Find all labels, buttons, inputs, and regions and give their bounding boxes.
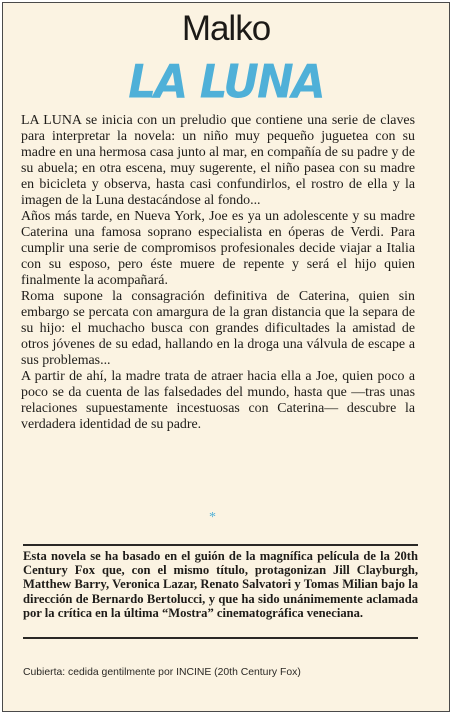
asterisk-separator: * <box>209 510 216 525</box>
bottom-rule <box>23 637 418 639</box>
author-name: Malko <box>181 9 271 48</box>
film-note: Esta novela se ha basado en el guión de la magnífica película de la 20th Century Fox que, con el mismo título, protagonizan Jill Clayburgh, Matthew Barry, Veronica Lazar, Renato Salvatori y Tomas Milian bajo la dirección de Bernardo Bertolucci, y que ha sido unánimemente aclamada por la crítica en la última “Mostra” cinematográfica veneciana. <box>23 549 418 620</box>
synopsis-paragraph-1: LA LUNA se inicia con un preludio que contiene una serie de claves para interpretar la novela: un niño muy pequeño juguetea con su madre en una hermosa casa junto al mar, en compañía de su padre y de su abuela; en otra escena, muy sugerente, el niño pasea con su madre en bicicleta y observa, hasta casi confundirlos, el rostro de ella y la imagen de la Luna destacándose al fondo... <box>21 113 416 208</box>
synopsis-paragraph-2: Años más tarde, en Nueva York, Joe es ya un adolescente y su madre Caterina una famosa soprano especialista en óperas de Verdi. Para cumplir una serie de compromisos profesionales decide viajar a Italia con su esposo, pero éste muere de repente y será el hijo quien finalmente la acompañará. <box>21 209 415 288</box>
synopsis <box>21 113 415 433</box>
book-title: LA LUNA <box>128 55 324 110</box>
back-cover <box>2 2 450 712</box>
synopsis-paragraph-4: A partir de ahí, la madre trata de atraer hacia ella a Joe, quien poco a poco se da cuenta de las falsedades del mundo, hasta que —tras unas relaciones supuestamente incestuosas con Caterina— descubre la verdadera identidad de su padre. <box>21 369 415 432</box>
top-rule <box>23 544 418 546</box>
synopsis-paragraph-3: Roma supone la consagración definitiva de Caterina, quien sin embargo se percata con amargura de la gran distancia que la separa de su hijo: el muchacho busca con grandes dificultades la amistad de otros jóvenes de su edad, hallando en la droga una válvula de escape a sus problemas... <box>21 289 415 368</box>
cover-credit: Cubierta: cedida gentilmente por INCINE (20th Century Fox) <box>23 667 301 678</box>
